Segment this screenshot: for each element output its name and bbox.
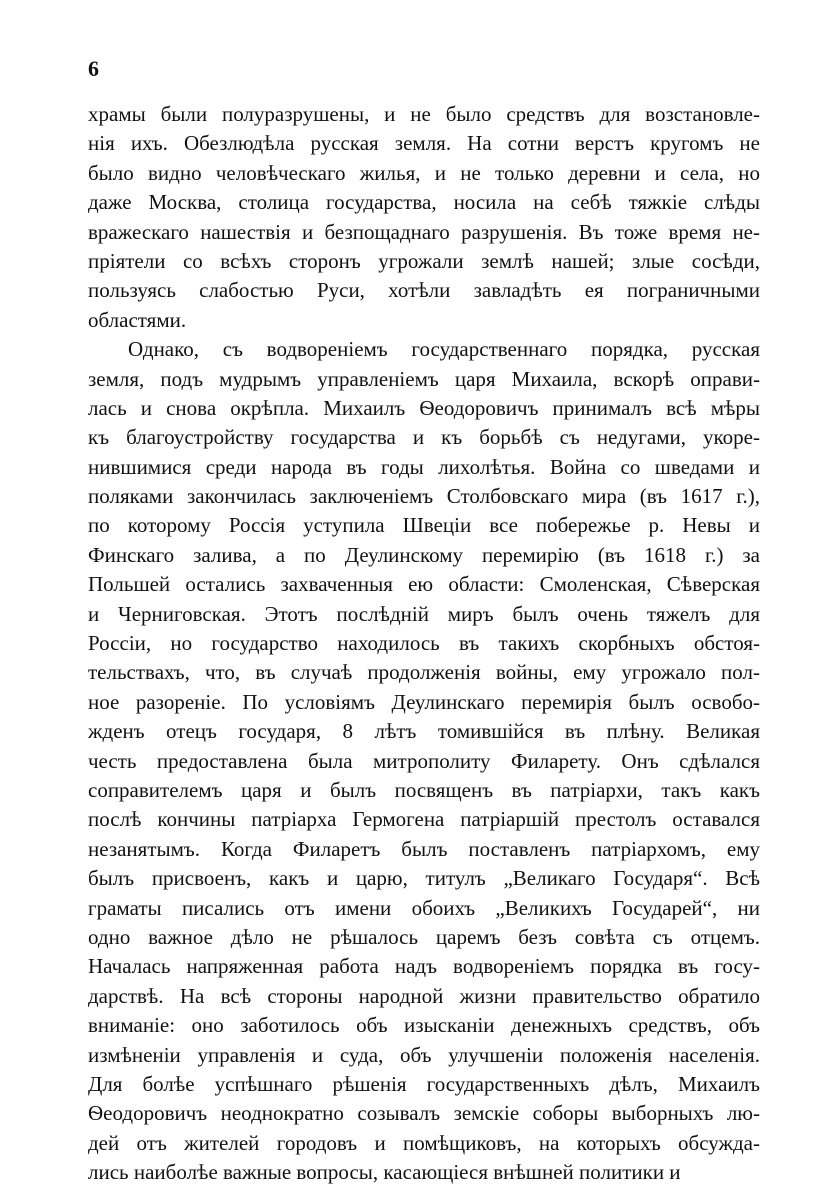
page-number: 6 — [88, 56, 99, 81]
text-line: пріятели со всѣхъ сторонъ угрожали землѣ нашей; злые сосѣди, — [88, 248, 760, 273]
text-line: областями. — [88, 307, 187, 332]
text-line: Началась напряженная работа надъ водвореніемъ порядка въ госу- — [88, 954, 760, 979]
text-line: и Черниговская. Этотъ послѣдній миръ былъ очень тяжелъ для — [88, 601, 760, 626]
text-line: соправителемъ царя и былъ посвященъ въ патріархи, такъ какъ — [88, 777, 760, 802]
text-line: поляками закончилась заключеніемъ Столбовскаго мира (въ 1617 г.), — [88, 484, 760, 509]
text-line: было видно человѣческаго жилья, и не только деревни и села, но — [88, 160, 760, 185]
text-line: былъ присвоенъ, какъ и царю, титулъ „Великаго Государя“. Всѣ — [88, 866, 760, 891]
text-line: послѣ кончины патріарха Гермогена патріаршій престолъ оставался — [88, 807, 760, 832]
text-line: вражескаго нашествія и безпощаднаго разрушенія. Въ тоже время не- — [88, 219, 760, 244]
text-line: лись наиболѣе важные вопросы, касающіеся внѣшней политики и — [88, 1160, 681, 1185]
text-line: нившимися среди народа въ годы лихолѣтья. Война со шведами и — [88, 454, 760, 479]
text-line: незанятымъ. Когда Филаретъ былъ поставленъ патріархомъ, ему — [88, 836, 760, 861]
text-line: тельствахъ, что, въ случаѣ продолженія войны, ему угрожало пол- — [88, 660, 760, 685]
text-line: къ благоустройству государства и къ борьбѣ съ недугами, укоре- — [88, 425, 760, 450]
paragraph — [88, 100, 760, 335]
text-line: Ѳеодоровичъ неоднократно созывалъ земскіе соборы выборныхъ лю- — [88, 1101, 760, 1126]
text-line: Однако, съ водвореніемъ государственнаго порядка, русская — [128, 337, 760, 362]
body-text — [88, 100, 760, 1187]
text-line: даже Москва, столица государства, носила на себѣ тяжкіе слѣды — [88, 190, 760, 215]
text-line: Финскаго залива, а по Деулинскому перемирію (въ 1618 г.) за — [88, 542, 760, 567]
text-line: граматы писались отъ имени обоихъ „Великихъ Государей“, ни — [88, 895, 760, 920]
text-line: нія ихъ. Обезлюдѣла русская земля. На сотни верстъ кругомъ не — [88, 131, 760, 156]
text-line: храмы были полуразрушены, и не было средствъ для возстановле- — [88, 102, 760, 126]
text-line: Для болѣе успѣшнаго рѣшенія государственныхъ дѣлъ, Михаилъ — [88, 1071, 760, 1096]
text-line: одно важное дѣло не рѣшалось царемъ безъ совѣта съ отцемъ. — [88, 924, 760, 949]
text-line: Польшей остались захваченныя ею области: Смоленская, Сѣверская — [88, 572, 760, 597]
paragraph — [88, 335, 760, 1187]
text-line: вниманіе: оно заботилось объ изысканіи денежныхъ средствъ, объ — [88, 1013, 760, 1038]
text-line: честь предоставлена была митрополиту Филарету. Онъ сдѣлался — [88, 748, 760, 773]
text-line: по которому Россія уступила Швеціи все побережье р. Невы и — [88, 513, 760, 538]
text-line: пользуясь слабостью Руси, хотѣли завладѣть ея пограничными — [88, 278, 760, 303]
text-line: ное разореніе. По условіямъ Деулинскаго перемирія былъ освобо- — [88, 689, 760, 714]
text-line: земля, подъ мудрымъ управленіемъ царя Михаила, вскорѣ оправи- — [88, 366, 760, 391]
text-line: измѣненіи управленія и суда, объ улучшеніи положенія населенія. — [88, 1042, 760, 1067]
text-line: Россіи, но государство находилось въ такихъ скорбныхъ обстоя- — [88, 631, 760, 656]
text-line: дей отъ жителей городовъ и помѣщиковъ, на которыхъ обсужда- — [88, 1130, 760, 1155]
text-line: лась и снова окрѣпла. Михаилъ Ѳеодоровичъ принималъ всѣ мѣры — [88, 395, 760, 420]
text-line: дарствѣ. На всѣ стороны народной жизни правительство обратило — [88, 983, 760, 1008]
text-line: жденъ отецъ государя, 8 лѣтъ томившійся въ плѣну. Великая — [88, 719, 760, 744]
